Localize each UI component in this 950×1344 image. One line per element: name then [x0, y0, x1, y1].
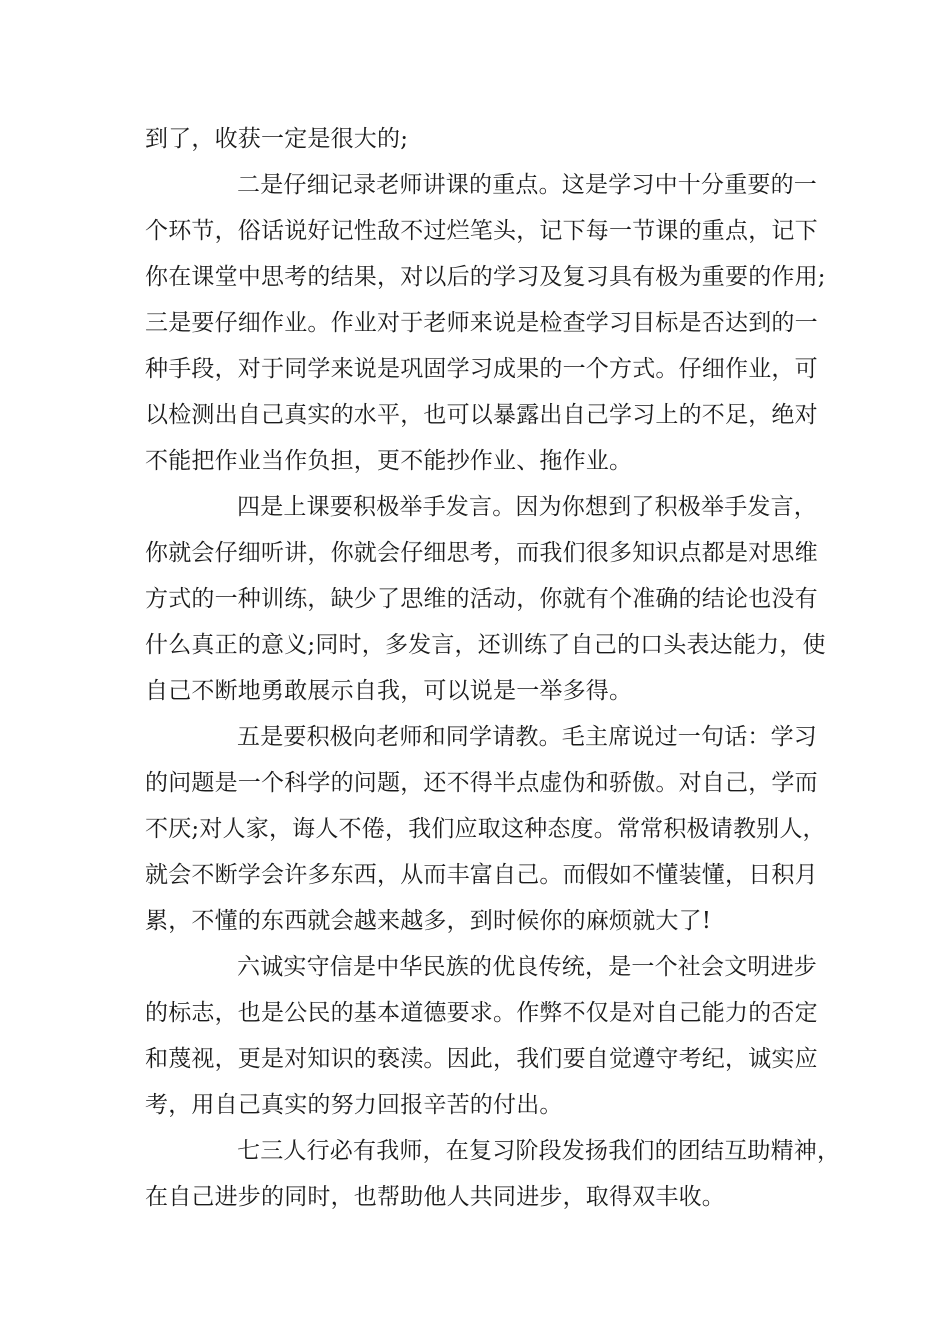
paragraph-start-line: 七三人行必有我师，在复习阶段发扬我们的团结互助精神， — [237, 1138, 841, 1164]
text-line: 和蔑视，更是对知识的亵渎。因此，我们要自觉遵守考纪，诚实应 — [145, 1046, 818, 1072]
text-line: 累，不懂的东西就会越来越多，到时候你的麻烦就大了! — [145, 908, 712, 934]
paragraph-start-line: 五是要积极向老师和同学请教。毛主席说过一句话：学习 — [237, 724, 817, 750]
text-line: 种手段，对于同学来说是巩固学习成果的一个方式。仔细作业，可 — [145, 356, 818, 382]
document-body — [145, 116, 841, 1220]
text-line: 的标志，也是公民的基本道德要求。作弊不仅是对自己能力的否定 — [145, 1000, 818, 1026]
text-line: 个环节，俗话说好记性敌不过烂笔头，记下每一节课的重点，记下 — [145, 218, 818, 244]
text-line: 你在课堂中思考的结果，对以后的学习及复习具有极为重要的作用; — [145, 264, 826, 290]
text-line: 自己不断地勇敢展示自我，可以说是一举多得。 — [145, 678, 633, 704]
text-line: 不厌;对人家，诲人不倦，我们应取这种态度。常常积极请教别人， — [145, 816, 826, 842]
text-line: 什么真正的意义;同时，多发言，还训练了自己的口头表达能力，使 — [145, 632, 826, 658]
paragraph-start-line: 六诚实守信是中华民族的优良传统，是一个社会文明进步 — [237, 954, 817, 980]
text-line: 在自己进步的同时，也帮助他人共同进步，取得双丰收。 — [145, 1184, 725, 1210]
text-line: 方式的一种训练，缺少了思维的活动，你就有个准确的结论也没有 — [145, 586, 818, 612]
text-line: 你就会仔细听讲，你就会仔细思考，而我们很多知识点都是对思维 — [145, 540, 818, 566]
text-line: 不能把作业当作负担，更不能抄作业、拖作业。 — [145, 448, 633, 474]
text-line: 考，用自己真实的努力回报辛苦的付出。 — [145, 1092, 563, 1118]
text-line: 三是要仔细作业。作业对于老师来说是检查学习目标是否达到的一 — [145, 310, 818, 336]
text-line: 以检测出自己真实的水平，也可以暴露出自己学习上的不足，绝对 — [145, 402, 818, 428]
text-line: 到了，收获一定是很大的; — [145, 126, 409, 152]
text-line: 的问题是一个科学的问题，还不得半点虚伪和骄傲。对自己，学而 — [145, 770, 818, 796]
paragraph-start-line: 四是上课要积极举手发言。因为你想到了积极举手发言， — [237, 494, 817, 520]
paragraph-start-line: 二是仔细记录老师讲课的重点。这是学习中十分重要的一 — [237, 172, 817, 198]
text-line: 就会不断学会许多东西，从而丰富自己。而假如不懂装懂，日积月 — [145, 862, 818, 888]
